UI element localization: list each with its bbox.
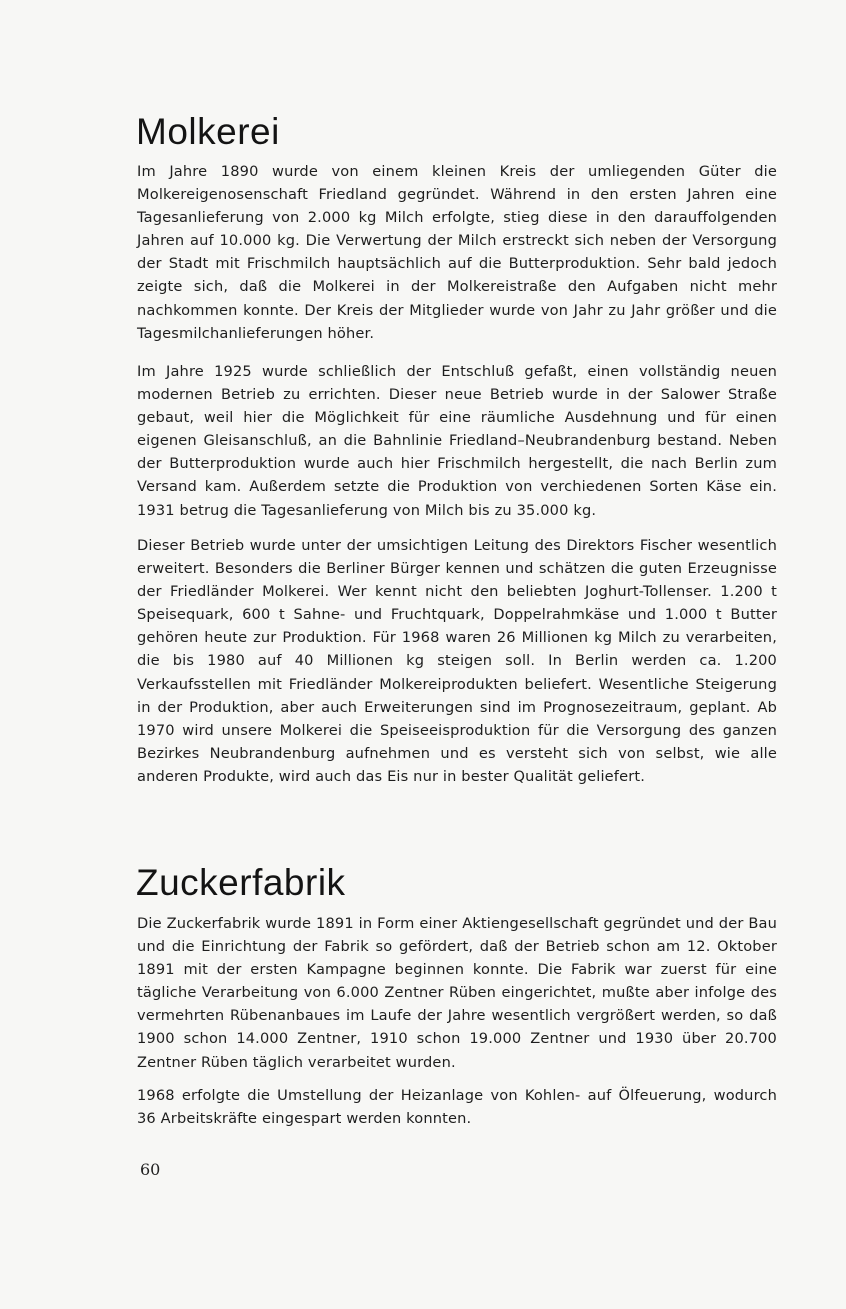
paragraph-zuckerfabrik-2: 1968 erfolgte die Umstellung der Heizanlage von Kohlen- auf Ölfeuerung, wodurch 36 Arbeitskräfte eingespart werden konnten.	[137, 1087, 777, 1128]
paragraph-zuckerfabrik-1: Die Zuckerfabrik wurde 1891 in Form einer Aktiengesellschaft gegründet und der Bau und die Einrichtung der Fabrik so gefördert, daß der Betrieb schon am 12. Oktober 1891 mit der ersten Kampagne beginnen konnte. Die Fabrik war zuerst für eine tägliche Verarbeitung von 6.000 Zentner Rüben eingerichtet, mußte aber infolge des vermehrten Rübenanbaues im Laufe der Jahre wesentlich vergrößert werden, so daß 1900 schon 14.000 Zentner, 1910 schon 19.000 Zentner und 1930 über 20.700 Zentner Rüben täglich verarbeitet wurden.	[137, 915, 777, 1071]
section-title-zuckerfabrik: Zuckerfabrik	[136, 862, 346, 903]
paragraph-molkerei-1: Im Jahre 1890 wurde von einem kleinen Kreis der umliegenden Güter die Molkereigenosenschaft Friedland gegründet. Während in den ersten Jahren eine Tagesanlieferung von 2.000 kg Milch erfolgte, stieg diese in den darauffolgenden Jahren auf 10.000 kg. Die Verwertung der Milch erstreckt sich neben der Versorgung der Stadt mit Frischmilch hauptsächlich auf die Butterproduktion. Sehr bald jedoch zeigte sich, daß die Molkerei in der Molkereistraße den Aufgaben nicht mehr nachkommen konnte. Der Kreis der Mitglieder wurde von Jahr zu Jahr größer und die Tagesmilchanlieferungen höher.	[137, 163, 777, 342]
paragraph-molkerei-3: Dieser Betrieb wurde unter der umsichtigen Leitung des Direktors Fischer wesentlich erweitert. Besonders die Berliner Bürger kennen und schätzen die guten Erzeugnisse der Friedländer Molkerei. Wer kennt nicht den beliebten Joghurt-Tollenser. 1.200 t Speisequark, 600 t Sahne- und Fruchtquark, Doppelrahmkäse und 1.000 t Butter gehören heute zur Produktion. Für 1968 waren 26 Millionen kg Milch zu verarbeiten, die bis 1980 auf 40 Millionen kg steigen soll. In Berlin werden ca. 1.200 Verkaufsstellen mit Friedländer Molkereiprodukten beliefert. Wesentliche Steigerung in der Produktion, aber auch Erweiterungen sind im Prognosezeitraum, geplant. Ab 1970 wird unsere Molkerei die Speiseeisproduktion für die Versorgung des ganzen Bezirkes Neubrandenburg aufnehmen und es versteht sich von selbst, wie alle anderen Produkte, wird auch das Eis nur in bester Qualität geliefert.	[137, 537, 777, 785]
section-title-molkerei: Molkerei	[136, 111, 280, 152]
page-number: 60	[140, 1160, 161, 1179]
paragraph-molkerei-2: Im Jahre 1925 wurde schließlich der Entschluß gefaßt, einen vollständig neuen modernen Betrieb zu errichten. Dieser neue Betrieb wurde in der Salower Straße gebaut, weil hier die Möglichkeit für eine räumliche Ausdehnung und für einen eigenen Gleisanschluß, an die Bahnlinie Friedland–Neubrandenburg bestand. Neben der Butterproduktion wurde auch hier Frischmilch hergestellt, die nach Berlin zum Versand kam. Außerdem setzte die Produktion von verchiedenen Sorten Käse ein. 1931 betrug die Tagesanlieferung von Milch bis zu 35.000 kg.	[137, 363, 777, 519]
